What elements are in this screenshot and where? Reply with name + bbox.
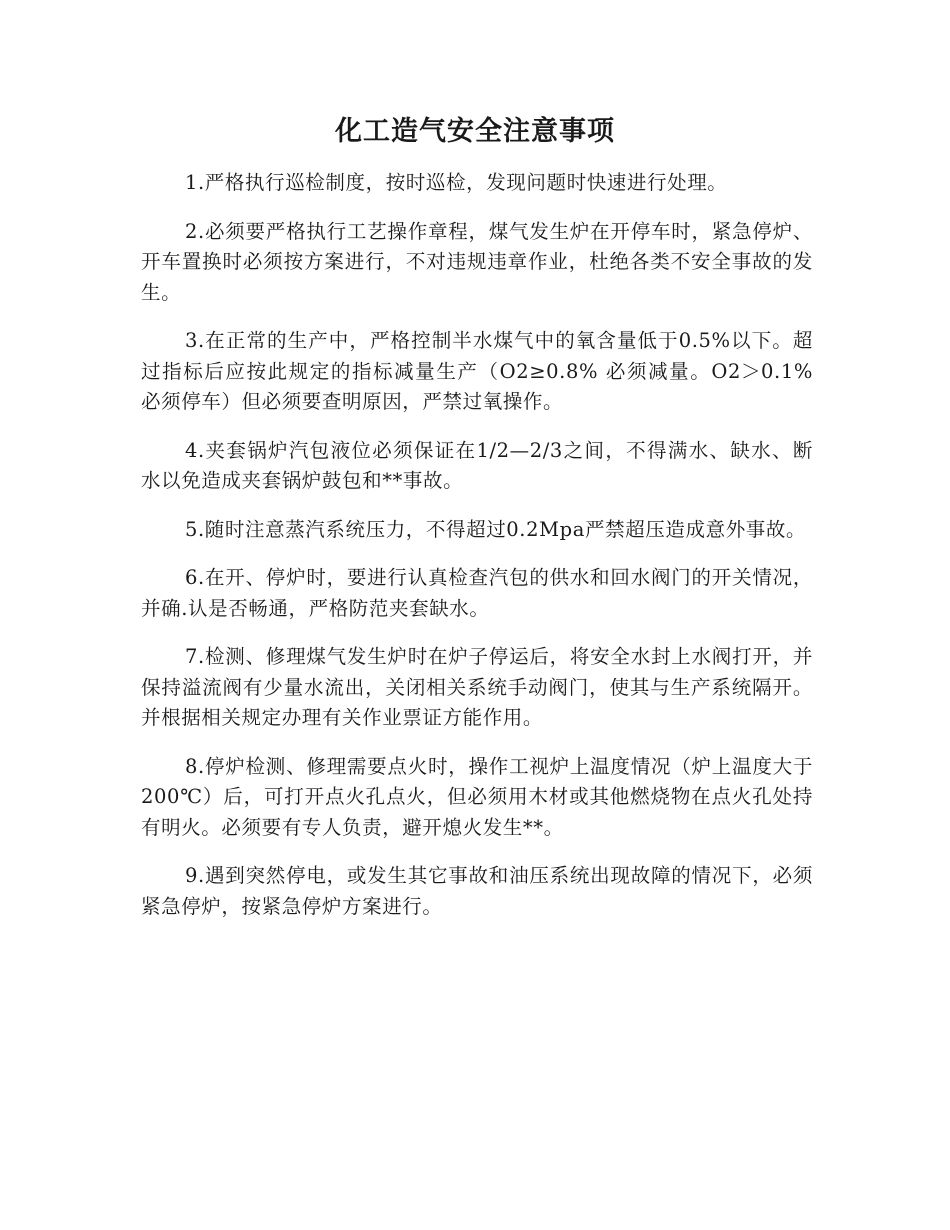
paragraph-2: 2.必须要严格执行工艺操作章程，煤气发生炉在开停车时，紧急停炉、开车置换时必须按方案进行，不对违规违章作业，杜绝各类不安全事故的发生。 (141, 219, 813, 304)
document-title: 化工造气安全注意事项 (335, 116, 615, 147)
paragraph-5: 5.随时注意蒸汽系统压力，不得超过0.2Mpa严禁超压造成意外事故。 (185, 517, 807, 541)
paragraph-7: 7.检测、修理煤气发生炉时在炉子停运后，将安全水封上水阀打开，并保持溢流阀有少量水流出，关闭相关系统手动阀门，使其与生产系统隔开。并根据相关规定办理有关作业票证方能作用。 (141, 645, 813, 729)
paragraph-3: 3.在正常的生产中，严格控制半水煤气中的氧含量低于0.5%以下。超过指标后应按此规定的指标减量生产（O2≥0.8% 必须减量。O2＞0.1% 必须停车）但必须要查明原因，严禁过氧操作。 (141, 329, 813, 413)
paragraph-4: 4.夹套锅炉汽包液位必须保证在1/2—2/3之间，不得满水、缺水、断水以免造成夹套锅炉鼓包和**事故。 (141, 438, 813, 492)
paragraph-6: 6.在开、停炉时，要进行认真检查汽包的供水和回水阀门的开关情况，并确.认是否畅通，严格防范夹套缺水。 (141, 566, 813, 620)
paragraph-9: 9.遇到突然停电，或发生其它事故和油压系统出现故障的情况下，必须紧急停炉，按紧急停炉方案进行。 (141, 864, 813, 918)
paragraph-8: 8.停炉检测、修理需要点火时，操作工视炉上温度情况（炉上温度大于200℃）后，可打开点火孔点火，但必须用木材或其他燃烧物在点火孔处持有明火。必须要有专人负责，避开熄火发生**。 (141, 754, 813, 839)
paragraph-1: 1.严格执行巡检制度，按时巡检，发现问题时快速进行处理。 (185, 171, 728, 194)
document-body (141, 168, 813, 940)
